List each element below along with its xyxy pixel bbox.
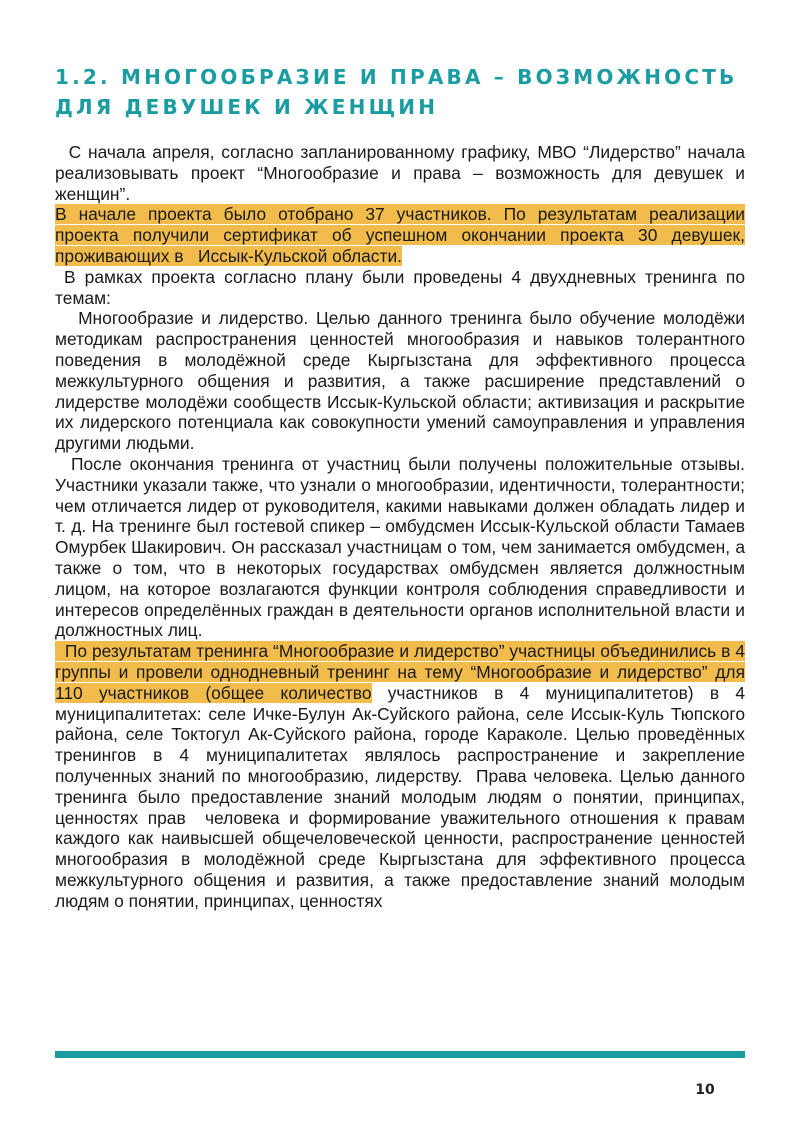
- footer-divider: [55, 1051, 745, 1058]
- paragraph-feedback: После окончания тренинга от участниц были получены положительные отзывы. Участники указали также, что узнали о многообразии, идентичности, толерантности; чем отличается лидер от руководителя, какими навыками должен обладать лидер и т. д. На тренинге был гостевой спикер – омбудсмен Иссык-Кульской области Тамаев Омурбек Шакирович. Он рассказал участницам о том, чем занимается омбудсмен, а также о том, что в некоторых государствах омбудсмен является должностным лицом, на которое возлагаются функции контроля соблюдения справедливости и интересов определённых граждан в деятельности органов исполнительной власти и должностных лиц.: [55, 453, 745, 641]
- paragraph-results: [55, 641, 745, 911]
- results-text: участников в 4 муниципалитетов) в 4 муниципалитетах: селе Ичке-Булун Ак-Суйского района, селе Иссык-Куль Тюпского района, селе Токтогул Ак-Суйского района, городе Караколе. Целью проведённых тренингов в 4 муниципалитетах являлось распространение и закрепление полученных знаний по многообразию, лидерству. Права человека. Целью данного тренинга было предоставление знаний молодым людям о понятии, принципах, ценностях прав человека и формирование уважительного отношения к правам каждого как наивысшей общечеловеческой ценности, распространение ценностей многообразия в молодёжной среде Кыргызстана для эффективного процесса межкультурного общения и развития, а также предоставление знаний молодым людям о понятии, принципах, ценностях: [55, 682, 745, 911]
- body-text: [55, 142, 745, 911]
- section-heading: 1.2. МНОГООБРАЗИЕ И ПРАВА – ВОЗМОЖНОСТЬ ДЛЯ ДЕВУШЕК И ЖЕНЩИН: [55, 65, 738, 119]
- page-number: 10: [695, 1082, 715, 1098]
- paragraph-highlight-participants: [55, 204, 745, 266]
- highlight-participants: В начале проекта было отобрано 37 участников. По результатам реализации проекта получили сертификат об успешном окончании проекта 30 девушек, проживающих в Иссык-Кульской области.: [55, 204, 745, 266]
- paragraph-intro: С начала апреля, согласно запланированному графику, МВО “Лидерство” начала реализовывать проект “Многообразие и права – возможность для девушек и женщин”.: [55, 142, 745, 204]
- paragraph-trainings: В рамках проекта согласно плану были проведены 4 двухдневных тренинга по темам:: [55, 266, 745, 308]
- highlight-results: По результатам тренинга “Многообразие и лидерство” участницы объединились в 4 группы и провели однодневный тренинг на тему “Многообразие и лидерство” для 110 участников (общее количество: [55, 641, 745, 703]
- paragraph-diversity-leadership: Многообразие и лидерство. Целью данного тренинга было обучение молодёжи методикам распространения ценностей многообразия и навыков толерантного поведения в молодёжной среде Кыргызстана для эффективного процесса межкультурного общения и развития, а также расширение представлений о лидерстве молодёжи сообществ Иссык-Кульской области; активизация и раскрытие их лидерского потенциала как совокупности умений самоуправления и управления другими людьми.: [55, 308, 745, 454]
